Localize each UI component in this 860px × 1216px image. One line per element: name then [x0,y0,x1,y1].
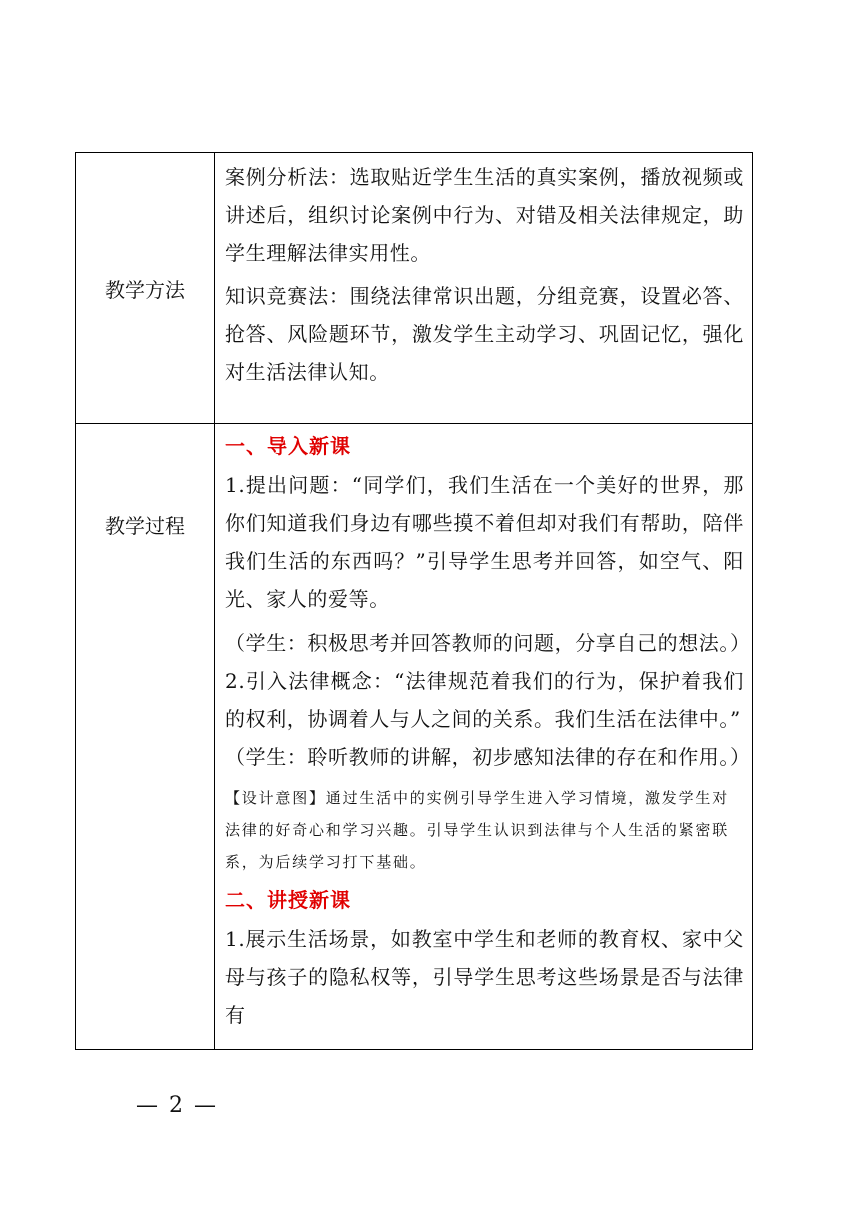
step-show-scenarios: 1.展示生活场景，如教室中学生和老师的教育权、家中父母与孩子的隐私权等，引导学生思考这些场景是否与法律有 [225,927,744,1027]
knowledge-contest-paragraph: 知识竞赛法：围绕法律常识出题，分组竞赛，设置必答、抢答、风险题环节，激发学生主动学习、巩固记忆，强化对生活法律认知。 [225,284,744,384]
teaching-method-label: 教学方法 [76,153,215,424]
teaching-method-row [76,153,753,424]
teaching-process-row [76,424,753,1050]
teaching-method-content [215,153,753,424]
student-activity-1: （学生：积极思考并回答教师的问题，分享自己的想法。） [225,631,751,655]
section-heading-new-lesson: 二、讲授新课 [225,888,351,912]
page-number: — 2 — [136,1093,218,1118]
lesson-plan-table [75,152,753,1050]
case-analysis-paragraph: 案例分析法：选取贴近学生生活的真实案例，播放视频或讲述后，组织讨论案例中行为、对错及相关法律规定，助学生理解法律实用性。 [225,165,744,265]
design-intent-note: 【设计意图】通过生活中的实例引导学生进入学习情境，激发学生对法律的好奇心和学习兴趣。引导学生认识到法律与个人生活的紧密联系，为后续学习打下基础。 [225,789,730,871]
teaching-process-content [215,424,753,1050]
section-heading-intro: 一、导入新课 [225,434,351,458]
teaching-process-label: 教学过程 [76,424,215,1050]
step-ask-question: 1.提出问题：“同学们，我们生活在一个美好的世界，那你们知道我们身边有哪些摸不着但却对我们有帮助，陪伴我们生活的东西吗？”引导学生思考并回答，如空气、阳光、家人的爱等。 [225,473,744,611]
step-introduce-law: 2.引入法律概念：“法律规范着我们的行为，保护着我们的权利，协调着人与人之间的关系。我们生活在法律中。” [225,669,744,731]
student-activity-2: （学生：聆听教师的讲解，初步感知法律的存在和作用。） [225,745,751,769]
